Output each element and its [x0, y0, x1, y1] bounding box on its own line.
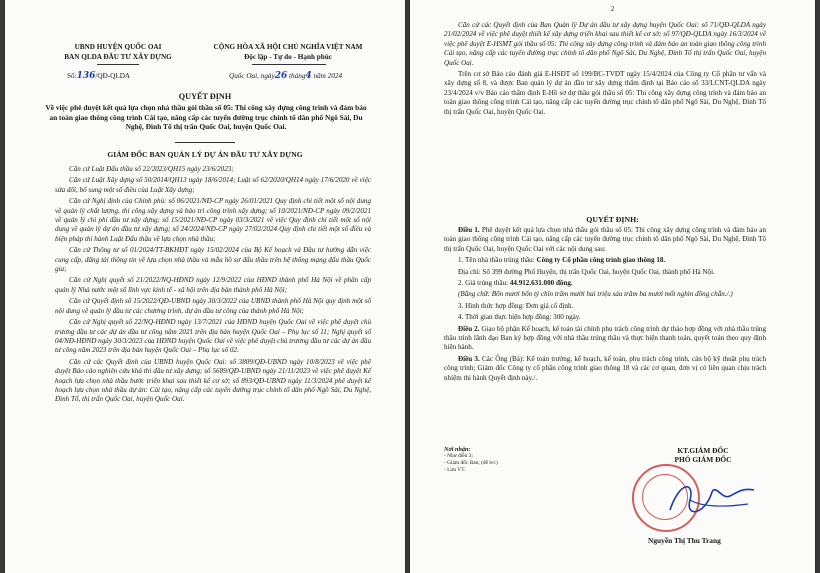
price-in-words: (Bằng chữ: Bốn mươi bốn tỷ chín trăm mười hai triệu sáu trăm ba mươi mốt nghìn đồng chẵn./.) — [458, 290, 733, 299]
national-motto: Độc lập - Tự do - Hạnh phúc — [244, 52, 332, 61]
date-suffix: năm 2024 — [313, 72, 343, 80]
legal-basis-item: Căn cứ Quyết định số 15/2022/QĐ-UBND ngày 30/3/2022 của UBND thành phố Hà Nội quy định một số nội dung về quản lý đầu tư các chương trình, dự án đầu tư công của thành phố Hà Nội; — [55, 297, 371, 315]
legal-basis-item: Căn cứ các Quyết định của Ban Quản lý Dự án đầu tư xây dựng huyện Quốc Oai: số 71/QĐ-QLDA ngày 21/02/2024 về việc phê duyệt thiết kế xây dựng triển khai sau thiết kế cơ sở; số 97/QĐ-QLDA ngày 16/3/2024 về việc phê duyệt E-HSMT gói thầu số 05: Thi công xây dựng công trình và đảm bảo an toàn giao thông công trình Cải tạo, nâng cấp các tuyến đường trục chính tổ dân phố Ngô Sài, Du Nghệ, Đình Tổ thị trấn Quốc Oai, huyện Quốc Oai. — [444, 21, 766, 67]
legal-basis-item: Căn cứ Nghị quyết số 21/2022/NQ-HĐND ngày 12/9/2022 của HĐND thành phố Hà Nội về phân cấp quản lý Nhà nước một số lĩnh vực kinh tế - xã hội trên địa bàn thành phố Hà Nội; — [55, 276, 371, 294]
legal-basis-item: Căn cứ Nghị định của Chính phủ: số 06/2021/NĐ-CP ngày 26/01/2021 Quy định chi tiết một số nội dung về quản lý chất lượng, thi công xây dựng và bảo trì công trình xây dựng; số 10/2021/NĐ-CP ngày 09/2/2021 về quản lý chi phí đầu tư xây dựng; số 15/2021/NĐ-CP ngày 03/3/2021 về việc Quy định chi tiết một số nội dung về quản lý dự án đầu tư xây dựng; số 24/2024/NĐ-CP ngày 27/02/2024 Quy định chi tiết một số điều và biện pháp thi hành Luật Đấu thầu về lựa chọn nhà thầu; — [55, 197, 371, 243]
article-1 — [444, 226, 766, 254]
document-page-2 — [410, 0, 815, 573]
recipient-item: - Lưu VT. — [444, 467, 466, 473]
document-page-1 — [5, 0, 405, 573]
winning-bidder-row — [444, 256, 766, 265]
motto-underline — [252, 64, 326, 65]
winning-bidder-label: 1. Tên nhà thầu trúng thầu: — [458, 256, 535, 265]
agency-line-1: UBND HUYỆN QUỐC OAI — [74, 43, 162, 51]
legal-basis-item: Căn cứ các Quyết định của UBND huyện Quốc Oai: số 3809/QĐ-UBND ngày 10/8/2023 về việc phê duyệt Báo cáo nghiên cứu khả thi đầu tư xây dựng; số 5689/QĐ-UBND ngày 21/11/2023 về việc phê duyệt Kế hoạch lựa chọn nhà thầu bước triển khai sau thiết kế cơ sở; số 893/QĐ-UBND ngày 11/3/2024 phê duyệt kế hoạch lựa chọn nhà thầu dự án: Cải tạo, nâng cấp các tuyến đường trục chính tổ dân phố Ngô Sài, Du Nghệ, Đình Tổ, thị trấn Quốc Oai, huyện Quốc Oai. — [55, 357, 371, 404]
sign-title: PHÓ GIÁM ĐỐC — [674, 455, 732, 465]
national-header — [193, 43, 383, 62]
signature-block — [628, 446, 778, 465]
decides-heading: QUYẾT ĐỊNH: — [586, 215, 639, 224]
doc-no-suffix: /QĐ-QLDA — [95, 72, 131, 80]
article-1-text: Phê duyệt kết quả lựa chọn nhà thầu gói thầu số 05: Thi công xây dựng công trình và đảm bảo an toàn giao thông công trình Cải tạo, nâng cấp các tuyến đường trục chính tổ dân phố Ngô Sài, Du Nghệ, Đình Tổ thị trấn Quốc Oai, huyện Quốc Oai với các nội dung sau: — [444, 226, 767, 253]
article-3 — [444, 355, 766, 383]
article-1-label: Điều 1. — [458, 226, 480, 234]
legal-basis-list-continued — [444, 21, 766, 117]
decision-articles — [444, 226, 766, 383]
agency-underline — [97, 64, 139, 65]
issuing-authority: GIÁM ĐỐC BAN QUẢN LÝ DỰ ÁN ĐẦU TƯ XÂY DỰNG — [107, 150, 303, 159]
date-prefix: Quốc Oai, ngày — [229, 72, 275, 80]
article-2-text: Giao bộ phận Kế hoạch, kế toán tài chính phụ trách công trình dự thảo hợp đồng với nhà thầu trúng thầu trình lãnh đạo Ban ký hợp đồng với nhà thầu trúng thầu và thực hiện thanh toán, quyết toán theo quy định hiện hành. — [444, 324, 766, 352]
recipients-label: Nơi nhận: — [444, 446, 471, 453]
date-day-handwritten: 26 — [274, 71, 288, 81]
republic-title: CỘNG HÒA XÃ HỘI CHỦ NGHĨA VIỆT NAM — [213, 43, 363, 51]
article-2-label: Điều 2. — [458, 324, 480, 333]
legal-basis-item: Căn cứ Nghị quyết số 22/NQ-HĐND ngày 13/7/2021 của HĐND huyện Quốc Oai về việc phê duyệt chủ trương đầu tư các dự án đầu tư công năm 2021 trên địa bàn huyện Quốc Oai – Phụ lục số 11; Nghị quyết số 04/NĐ-HĐND ngày 30/3/2023 của HĐND huyện Quốc Oai về việc phê duyệt chủ trương đầu tư các dự án đầu tư công năm 2023 trên địa bàn huyện Quốc Oai – Phụ lục số 02. — [55, 318, 371, 355]
document-type: QUYẾT ĐỊNH — [178, 92, 232, 101]
doc-no-prefix: Số: — [67, 72, 77, 80]
winning-price-value: 44.912.631.000 đồng. — [509, 279, 573, 288]
evaluation-basis: Trên cơ sở Báo cáo đánh giá E-HSĐT số 199/BC-TVĐT ngày 15/4/2024 của Công ty Cổ phần tư vấn và xây dựng số 8, và được Ban quản lý dự án đầu tư xây dựng thẩm định tại Báo cáo số 33/LCNT-QLDA ngày 23/4/2024 v/v Báo cáo thẩm định E-Hồ sơ dự thầu gói thầu số 05: Thi công xây dựng công trình và đảm bảo an toàn giao thông công trình Cải tạo, nâng cấp các tuyến đường trục chính tổ dân phố Ngô Sài, Du Nghệ, Đình Tổ thị trấn Quốc Oai, huyện Quốc Oai. — [444, 70, 766, 116]
page-number: 2 — [610, 5, 615, 13]
date-month-handwritten: 4 — [305, 71, 312, 81]
legal-basis-list — [55, 165, 371, 405]
document-subject: Về việc phê duyệt kết quả lựa chọn nhà thầu gói thầu số 05: Thi công xây dựng công trình và đảm bảo an toàn giao thông công trình Cải tạo, nâng cấp các tuyến đường trục chính tổ dân phố Ngô Sài, Du Nghệ, Đình Tổ thị trấn Quốc Oai, huyện Quốc Oai. — [45, 103, 367, 132]
winning-price-row — [444, 279, 766, 288]
winning-bidder-name: Công ty Cổ phần công trình giao thông 18. — [536, 256, 666, 265]
legal-basis-item: Căn cứ Thông tư số 01/2024/TT-BKHĐT ngày 15/02/2024 của Bộ Kế hoạch và Đầu tư hướng dẫn việc cung cấp, đăng tải thông tin về lựa chọn nhà thầu và mẫu hồ sơ đấu thầu trên hệ thống mạng đấu thầu Quốc gia; — [55, 246, 371, 274]
date-mid: tháng — [289, 72, 306, 80]
contract-duration: 4. Thời gian thực hiện hợp đồng: 300 ngày. — [458, 313, 581, 322]
recipient-item: - Như điều 3; — [444, 453, 473, 459]
agency-line-2: BAN QLDA ĐẦU TƯ XÂY DỰNG — [64, 52, 172, 61]
sign-for-label: KT.GIÁM ĐỐC — [677, 446, 729, 455]
signer-name: Nguyễn Thị Thu Trang — [648, 536, 721, 545]
document-number — [67, 72, 130, 82]
contract-type: 3. Hình thức hợp đồng: Đơn giá cố định. — [458, 301, 574, 310]
bidder-address: Địa chỉ: Số 399 đường Phố Huyện, thị trấn Quốc Oai, huyện Quốc Oai, thành phố Hà Nội. — [458, 267, 715, 276]
article-3-text: Các Ông (Bà): Kế toán trưởng, kế hoạch, kế toán, phụ trách công trình, cán bộ kỹ thuật phụ trách công trình; Giám đốc Công ty cổ phần công trình giao thông 18 và các cơ quan, đơn vị có liên quan chịu trách nhiệm thi hành Quyết định này./. — [444, 354, 767, 382]
handwritten-signature — [650, 470, 770, 530]
article-3-label: Điều 3. — [458, 354, 480, 363]
issuing-agency — [43, 43, 193, 62]
legal-basis-item: Căn cứ Luật Đấu thầu số 22/2023/QH15 ngày 23/6/2023; — [69, 165, 234, 173]
article-2 — [444, 325, 766, 353]
subject-underline — [175, 142, 235, 143]
recipients-block — [444, 446, 564, 474]
doc-no-handwritten: 136 — [76, 71, 96, 81]
winning-price-label: 2. Giá trúng thầu: — [458, 279, 509, 288]
legal-basis-item: Căn cứ Luật Xây dựng số 50/2014/QH13 ngày 18/6/2014; Luật số 62/2020/QH14 ngày 17/6/2020 về việc sửa đổi, bổ sung một số điều của Luật Xây dựng; — [55, 176, 371, 194]
document-date — [229, 72, 342, 82]
recipient-item: - Giám đốc Ban; (để b/c) — [444, 460, 498, 466]
